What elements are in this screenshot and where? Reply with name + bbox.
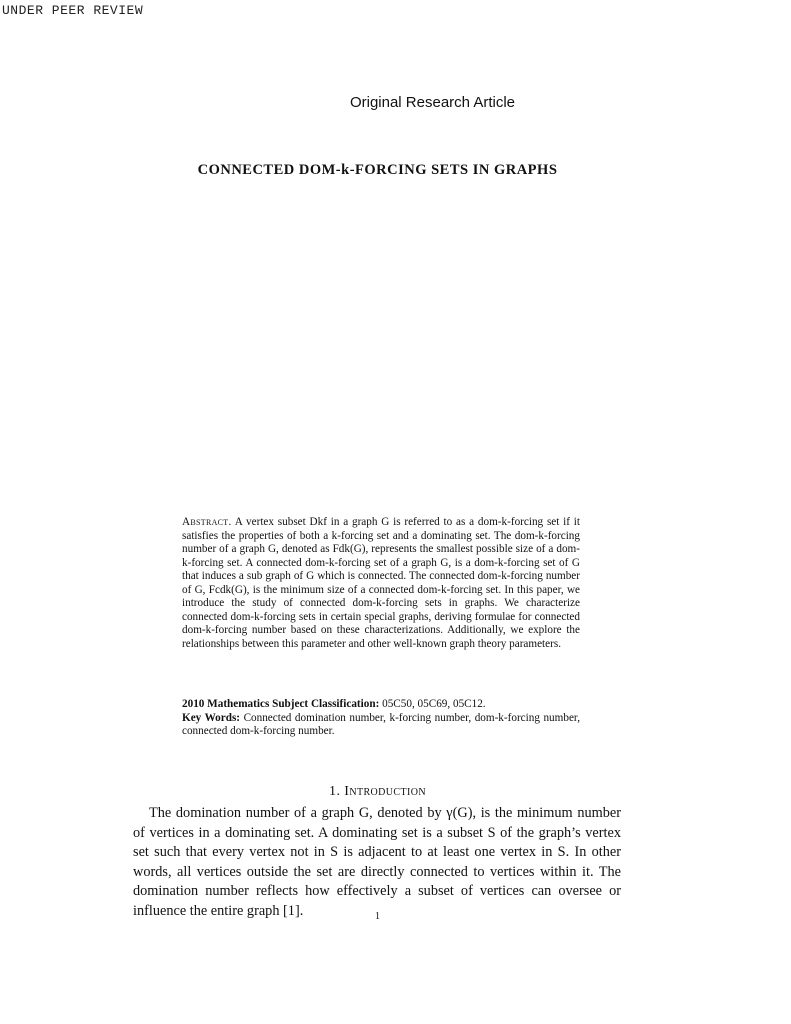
classification-value: 05C50, 05C69, 05C12. — [382, 698, 486, 710]
keywords-value: Connected domination number, k-forcing number, dom-k-forcing number, connected dom-k-forcing number. — [182, 711, 580, 737]
subject-classification — [182, 698, 580, 712]
section-number: 1. — [329, 784, 341, 799]
intro-paragraph: The domination number of a graph G, denoted by γ(G), is the minimum number of vertices in a dominating set. A dominating set is a subset S of the graph’s vertex set such that every vertex not in S is adjacent to at least one vertex in S. In other words, all vertices outside the set are directly connected to vertices within it. The domination number reflects how effectively a subset of vertices can oversee or influence the entire graph [1]. — [133, 805, 621, 919]
metadata-block — [182, 698, 580, 739]
keywords-label: Key Words: — [182, 711, 241, 724]
watermark: UNDER PEER REVIEW — [2, 3, 144, 18]
article-type: Original Research Article — [349, 94, 516, 111]
key-words — [182, 712, 580, 739]
page-number: 1 — [375, 911, 380, 922]
section-heading — [0, 784, 755, 800]
abstract-heading: Abstract. — [182, 516, 232, 528]
section-title: Introduction — [344, 784, 426, 799]
classification-label: 2010 Mathematics Subject Classification: — [182, 698, 380, 710]
abstract — [182, 516, 580, 651]
abstract-text: A vertex subset Dkf in a graph G is referred to as a dom-k-forcing set if it satisfies the properties of both a k-forcing set and a dominating set. The dom-k-forcing number of a graph G, denoted as Fdk(G), represents the smallest possible size of a dom-k-forcing set. A connected dom-k-forcing set of a graph G, is a dom-k-forcing set of G that induces a sub graph of G which is connected. The connected dom-k-forcing number of G, Fcdk(G), is the minimum size of a connected dom-k-forcing set. In this paper, we introduce the study of connected dom-k-forcing sets in graphs. We characterize connected dom-k-forcing sets in certain special graphs, deriving formulae for connected dom-k-forcing number based on these characterizations. Additionally, we explore the relationships between this parameter and other well-known graph theory parameters. — [182, 516, 581, 650]
paper-title: CONNECTED DOM-k-FORCING SETS IN GRAPHS — [197, 162, 558, 178]
